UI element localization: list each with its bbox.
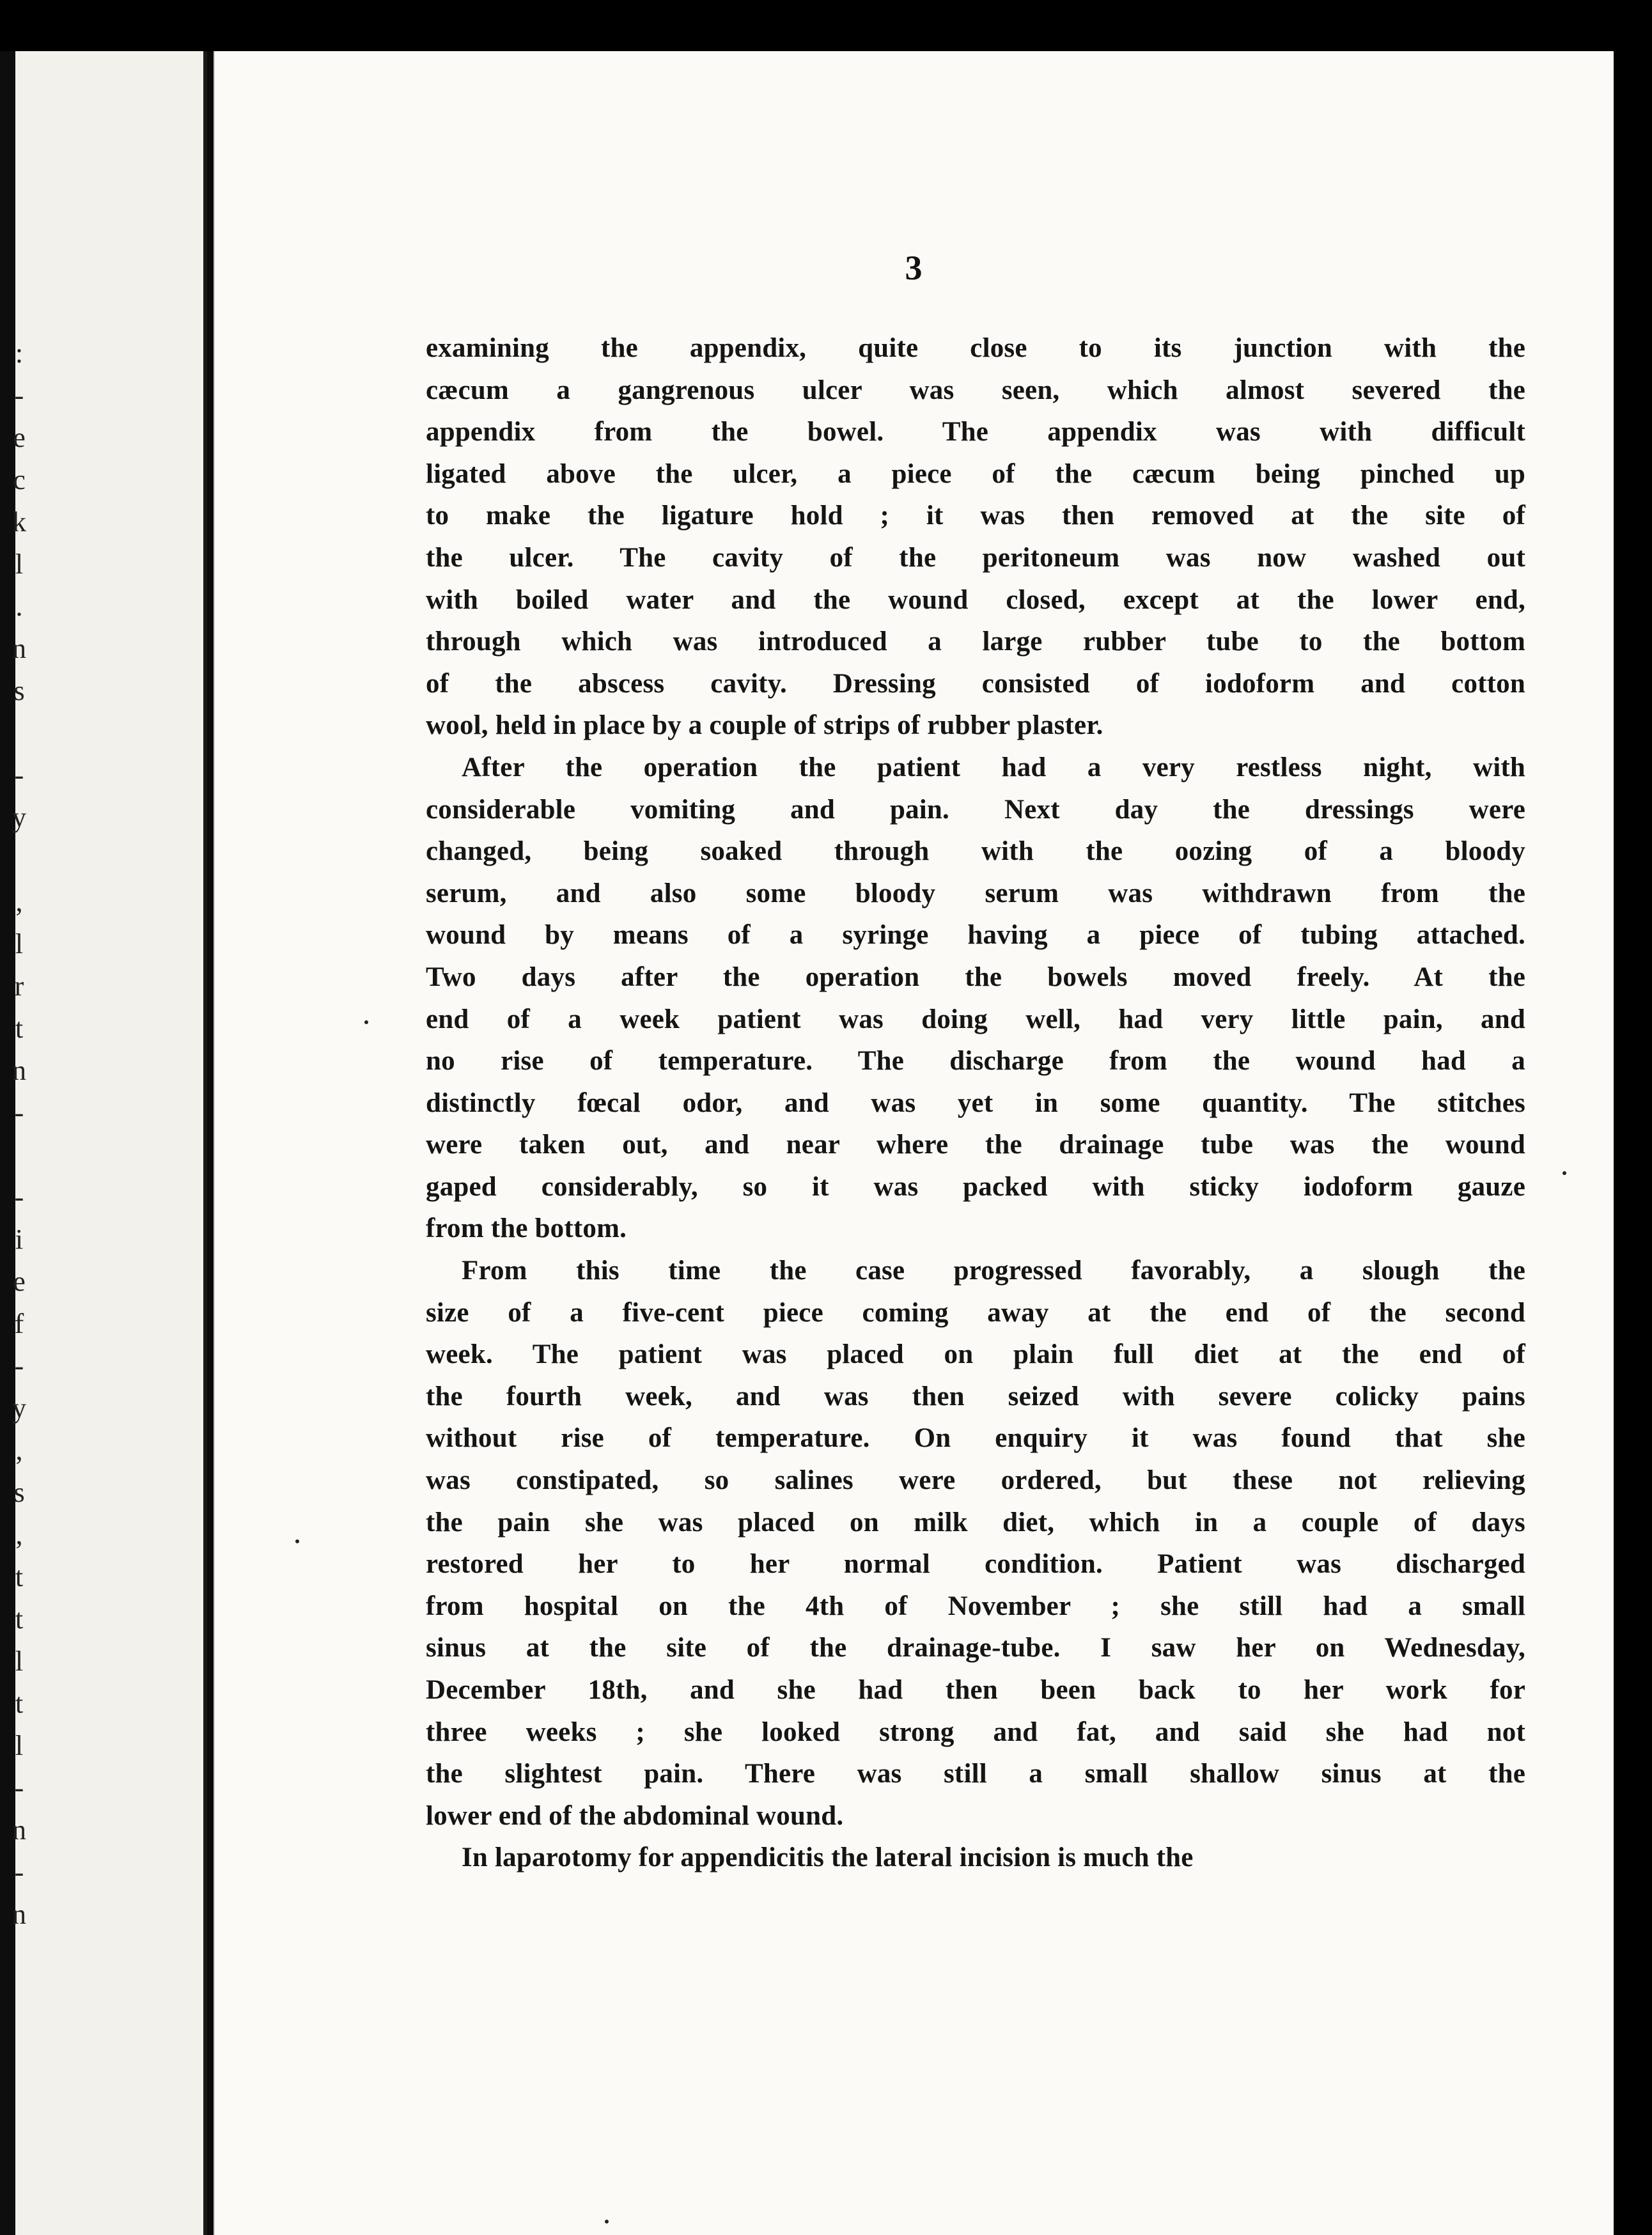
adjacent-page-fragment: ,	[15, 886, 23, 917]
text-line: distinctly fœcal odor, and was yet in some quantity. The stitches	[426, 1087, 1525, 1118]
paragraph	[426, 1837, 1525, 1879]
scan-speck	[605, 2220, 609, 2223]
adjacent-page-fragment: s	[13, 675, 25, 706]
adjacent-page-fragment: y	[12, 1392, 26, 1424]
adjacent-page-fragment: l	[15, 1730, 24, 1761]
adjacent-page-fragment: -	[14, 1097, 24, 1128]
text-line: appendix from the bowel. The appendix was with difficult	[426, 417, 1525, 448]
adjacent-page-fragment: s	[13, 1477, 25, 1508]
text-line: the ulcer. The cavity of the peritoneum was now washed out	[426, 542, 1525, 573]
adjacent-page-fragment: n	[12, 1814, 26, 1846]
adjacent-page-fragment: -	[14, 1772, 24, 1803]
text-line: were taken out, and near where the drainage tube was the wound	[426, 1130, 1525, 1160]
adjacent-page-fragment: -	[14, 1857, 24, 1888]
scan-speck	[1562, 1171, 1566, 1175]
text-line: lower end of the abdominal wound.	[426, 1800, 844, 1831]
text-line: sinus at the site of the drainage-tube. I saw her on Wednesday,	[426, 1633, 1525, 1663]
adjacent-page-fragment: l	[15, 928, 24, 960]
adjacent-page-fragment: k	[12, 506, 26, 538]
scan-top-border	[0, 0, 1652, 51]
adjacent-page-fragment: :	[15, 338, 24, 369]
text-line: size of a five-cent piece coming away at the end of the second	[426, 1297, 1525, 1328]
paragraph	[426, 1250, 1525, 1837]
adjacent-page-text-fragments	[0, 332, 38, 1936]
adjacent-page-fragment: -	[14, 759, 24, 791]
text-line: week. The patient was placed on plain full diet at the end of	[426, 1339, 1525, 1370]
adjacent-page-fragment: y	[12, 802, 26, 833]
adjacent-page-fragment: n	[12, 1899, 26, 1930]
scan-right-border	[1614, 51, 1652, 2235]
text-line: cæcum a gangrenous ulcer was seen, which almost severed the	[426, 375, 1525, 405]
adjacent-page-fragment: t	[15, 1688, 24, 1719]
paragraph	[426, 327, 1525, 747]
text-line: ligated above the ulcer, a piece of the cæcum being pinched up	[426, 458, 1525, 489]
text-line: without rise of temperature. On enquiry it was found that she	[426, 1423, 1525, 1454]
adjacent-page-fragment: n	[12, 1055, 26, 1086]
text-line: end of a week patient was doing well, had very little pain, and	[426, 1004, 1525, 1034]
adjacent-page-fragment: e	[13, 1266, 26, 1297]
text-line: restored her to her normal condition. Patient was discharged	[426, 1549, 1525, 1580]
text-line: was constipated, so salines were ordered, but these not relieving	[426, 1465, 1525, 1496]
text-line: December 18th, and she had then been back to her work for	[426, 1675, 1525, 1705]
adjacent-page-fragment: e	[13, 422, 26, 453]
text-line: the slightest pain. There was still a small shallow sinus at the	[426, 1759, 1525, 1789]
adjacent-page-fragment: -	[14, 1181, 24, 1213]
adjacent-page-fragment: l	[15, 1646, 24, 1677]
adjacent-page-fragment: l	[15, 549, 24, 580]
body-text	[426, 327, 1525, 1879]
text-line: wound by means of a syringe having a piece of tubing attached.	[426, 920, 1525, 951]
text-line: Two days after the operation the bowels moved freely. At the	[426, 962, 1525, 992]
adjacent-page-fragment: c	[13, 464, 26, 495]
text-line: From this time the case progressed favorably, a slough the	[462, 1256, 1525, 1286]
adjacent-page-fragment: t	[15, 1603, 24, 1635]
text-line: After the operation the patient had a very restless night, with	[462, 752, 1525, 783]
adjacent-page-fragment: t	[15, 1013, 24, 1044]
adjacent-page-fragment: f	[14, 1308, 24, 1339]
text-line: examining the appendix, quite close to its junction with the	[426, 333, 1525, 363]
adjacent-page-fragment: n	[12, 633, 26, 664]
paragraph	[426, 747, 1525, 1250]
text-line: In laparotomy for appendicitis the lateral incision is much the	[462, 1842, 1194, 1873]
text-line: with boiled water and the wound closed, except at the lower end,	[426, 584, 1525, 615]
text-line: serum, and also some bloody serum was withdrawn from the	[426, 878, 1525, 908]
text-line: to make the ligature hold ; it was then removed at the site of	[426, 501, 1525, 531]
adjacent-page-fragment: .	[15, 591, 23, 622]
adjacent-page-edge	[0, 51, 207, 2235]
text-line: gaped considerably, so it was packed with sticky iodoform gauze	[426, 1171, 1525, 1202]
text-line: three weeks ; she looked strong and fat, and said she had not	[426, 1717, 1525, 1747]
text-line: the pain she was placed on milk diet, which in a couple of days	[426, 1507, 1525, 1538]
text-line: the fourth week, and was then seized with severe colicky pains	[426, 1381, 1525, 1412]
adjacent-page-fragment	[0, 839, 38, 881]
adjacent-page-fragment: t	[15, 1561, 24, 1593]
text-line: changed, being soaked through with the oozing of a bloody	[426, 836, 1525, 867]
adjacent-page-fragment	[0, 712, 38, 754]
text-line: of the abscess cavity. Dressing consisted of iodoform and cotton	[426, 668, 1525, 699]
adjacent-page-fragment: r	[14, 970, 24, 1002]
adjacent-page-fragment: ,	[15, 1435, 23, 1466]
text-line: from hospital on the 4th of November ; she still had a small	[426, 1591, 1525, 1621]
adjacent-page-fragment: ,	[15, 1519, 23, 1550]
text-line: no rise of temperature. The discharge from the wound had a	[426, 1046, 1525, 1077]
text-line: considerable vomiting and pain. Next day the dressings were	[426, 794, 1525, 825]
text-line: from the bottom.	[426, 1213, 627, 1244]
scan-speck	[364, 1020, 368, 1024]
adjacent-page-fragment: -	[14, 380, 24, 411]
adjacent-page-fragment	[0, 1134, 38, 1176]
scan-speck	[295, 1539, 299, 1543]
text-line: through which was introduced a large rubber tube to the bottom	[426, 627, 1525, 657]
adjacent-page-fragment: i	[15, 1224, 24, 1255]
page-number: 3	[905, 249, 923, 287]
book-page	[214, 51, 1614, 2235]
adjacent-page-fragment: -	[14, 1350, 24, 1382]
text-line: wool, held in place by a couple of strips of rubber plaster.	[426, 710, 1103, 741]
